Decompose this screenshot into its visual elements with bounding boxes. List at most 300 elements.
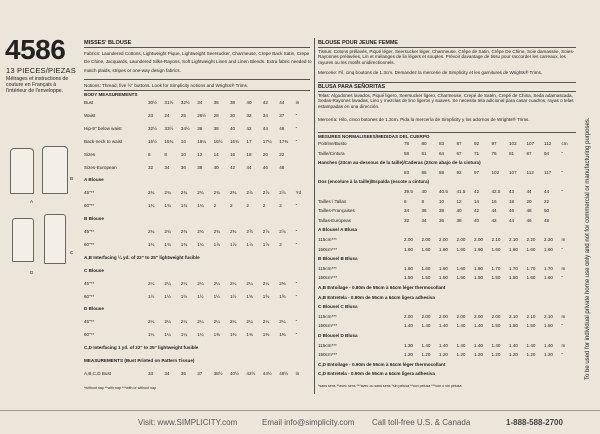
- cell-value: 10: [439, 198, 445, 204]
- cell-value: Yd: [295, 190, 302, 196]
- cell-value: 10: [180, 151, 186, 157]
- row-label: 60"**: [84, 241, 95, 247]
- cell-value: 1⅜: [213, 332, 220, 338]
- cell-value: 2¾: [213, 229, 220, 234]
- cell-value: 16: [230, 151, 236, 157]
- pieces-count: 13 PIECES/PIEZAS: [6, 66, 76, 75]
- cell-value: 1.60: [404, 265, 413, 271]
- cell-value: 17: [246, 138, 252, 144]
- cell-value: 1.70: [491, 265, 501, 271]
- cell-value: 1⅜: [230, 332, 237, 338]
- cell-value: 2.00: [404, 313, 413, 319]
- cell-value: 1¾: [180, 241, 188, 247]
- cell-value: 1.40: [439, 342, 448, 348]
- row-label: C,D Entoilage - 0.90m de 55cm à 64cm léger thermocollant: [318, 361, 446, 367]
- cell-value: 1.50: [491, 323, 501, 329]
- row-label: 60"**: [84, 203, 95, 209]
- cell-value: 2¾: [197, 229, 204, 234]
- cell-value: 1.40: [474, 323, 483, 329]
- es-merceria-rule: [318, 132, 576, 133]
- cell-value: 25: [180, 112, 186, 118]
- cell-value: 6: [404, 198, 407, 204]
- cell-value: 2¾: [230, 190, 237, 196]
- cell-value: 1¾: [148, 203, 155, 209]
- cell-value: 1.40: [456, 323, 466, 329]
- notions-text: Notions: Thread, five ½" buttons. Look for Simplicity notions and Wrights® Trims.: [84, 83, 249, 88]
- cell-value: 1½: [164, 293, 171, 299]
- cell-value: 2¾: [148, 190, 155, 196]
- cell-value: 1.50: [404, 275, 413, 281]
- row-label: 60"**: [84, 332, 95, 338]
- cell-value: 2¼: [180, 319, 188, 325]
- cell-value: m: [561, 342, 566, 348]
- cell-value: 2.00: [456, 237, 466, 242]
- cell-value: 1¾: [148, 241, 155, 247]
- cell-value: 16: [491, 198, 497, 204]
- cell-value: 40: [213, 164, 219, 170]
- column-divider: [314, 38, 315, 394]
- cell-value: 34: [197, 100, 203, 105]
- cell-value: 2: [213, 203, 217, 209]
- cell-value: 1.20: [509, 352, 518, 358]
- cell-value: 2: [279, 241, 282, 247]
- cell-value: 40: [230, 125, 236, 131]
- cell-value: 1.40: [456, 342, 466, 348]
- row-label: 115cm***: [318, 342, 337, 348]
- cell-value: 1⅞: [246, 241, 253, 247]
- cell-value: 36: [180, 164, 186, 170]
- cell-value: 1.40: [526, 342, 536, 348]
- row-label: 45"**: [84, 280, 95, 286]
- row-label: C,D Entretela - 0.90m de 55cm a 64cm ligera adhesiva: [318, 371, 435, 377]
- right-table-title: MESURES NORMALISEES/MEDIDAS DEL CUERPO: [318, 134, 430, 139]
- cell-value: 34: [164, 164, 170, 170]
- cell-value: 1¼: [180, 332, 188, 338]
- cell-value: 2.10: [509, 313, 518, 319]
- cell-value: 107: [526, 141, 535, 146]
- blouse-title: MISSES' BLOUSE: [84, 40, 132, 46]
- cell-value: 97: [491, 141, 497, 146]
- cell-value: 23: [148, 112, 154, 118]
- cell-value: 30: [230, 112, 236, 118]
- cell-value: 40½: [230, 370, 239, 376]
- fabrics-text: Fabrics: Laundered Cottons, Lightweight Pique, Lightweight Seersucker, Charmeuse, Crepe Back Satin, Crepe De Chine, Jacquards, Laundered Silks-Rayons, Soft Lightweight Linen and Linen Blends. Extra fabric needed to match plaids, stripes or one-way design fabrics.: [84, 51, 312, 73]
- cell-value: 44: [526, 189, 532, 194]
- cell-value: 88: [439, 169, 445, 175]
- row-label: A Blouse: [84, 177, 104, 183]
- cell-value: 2¼: [213, 319, 220, 325]
- cell-value: ": [561, 150, 564, 156]
- cell-value: 33½: [164, 125, 174, 131]
- cell-value: in: [295, 370, 300, 376]
- cell-value: 44: [246, 164, 252, 170]
- view-label-c: C: [70, 250, 74, 255]
- row-label: Hanches (23cm au-dessous de la taille)/Caderas (23cm abajo de la cintura): [318, 160, 481, 166]
- cell-value: 42: [474, 208, 480, 214]
- row-label: A,B,C,D Bust: [84, 370, 112, 376]
- usage-note: To be used for individual private home use only and not for commercial or manufacturing purposes.: [585, 117, 591, 380]
- cell-value: 22: [279, 151, 285, 157]
- cell-value: 81: [509, 150, 515, 156]
- cell-value: 1.50: [544, 323, 553, 329]
- footer-call: Call toll-free U.S. & Canada: [372, 418, 471, 427]
- row-label: A Blouse/ A Blusa: [318, 227, 358, 233]
- cell-value: 1.60: [491, 246, 501, 252]
- cell-value: 46: [262, 164, 268, 170]
- cell-value: 1⅜: [262, 332, 270, 338]
- cell-value: 2.10: [544, 313, 553, 319]
- cell-value: 42½: [246, 370, 256, 376]
- cell-value: 2.00: [491, 313, 501, 319]
- cell-value: 1.70: [544, 265, 553, 271]
- fr-mercerie: Mercerie: Fil, cinq boutons de 1.3cm. Demandez la mercerie de Simplicity et les garnitures de Wrights® Trims.: [318, 70, 543, 75]
- cell-value: 1.60: [474, 265, 483, 271]
- cell-value: 32: [246, 112, 252, 118]
- cell-value: 1¾: [180, 203, 188, 209]
- cell-value: 44: [509, 217, 515, 223]
- cell-value: 42: [474, 189, 480, 194]
- cell-value: 48: [279, 164, 285, 170]
- cell-value: 2: [230, 203, 233, 209]
- row-label: 150cm***: [318, 246, 338, 252]
- cell-value: 12: [456, 198, 462, 204]
- cell-value: 2¼: [279, 319, 286, 325]
- row-label: Taille/Cintura: [318, 150, 345, 156]
- row-label: 45"**: [84, 229, 95, 234]
- cell-value: 38: [213, 125, 219, 131]
- cell-value: 17¼: [262, 138, 272, 144]
- cell-value: 6: [148, 151, 151, 157]
- cell-value: 1¾: [197, 203, 204, 209]
- row-label: MEASUREMENTS (Bust Printed on Pattern Tissue): [84, 358, 195, 363]
- cell-value: 48: [526, 208, 532, 214]
- cell-value: 34½: [180, 125, 190, 131]
- cell-value: 102: [491, 169, 500, 175]
- cell-value: 2¾: [148, 229, 155, 234]
- cell-value: 2¼: [246, 319, 253, 325]
- cell-value: m: [561, 237, 566, 242]
- footer-email: Email info@simplicity.com: [262, 418, 355, 427]
- row-label: Tailles-Françaises: [318, 208, 355, 214]
- cell-value: 83: [404, 169, 410, 175]
- cell-value: 35: [180, 370, 186, 376]
- cell-value: 2⅞: [279, 190, 286, 196]
- cell-value: 2⅞: [262, 229, 270, 234]
- cell-value: 1.50: [456, 275, 466, 281]
- row-label: Poitrine/Busto: [318, 141, 347, 146]
- cell-value: 2¾: [180, 229, 188, 234]
- cell-value: 1.50: [421, 275, 431, 281]
- cell-value: 1¼: [164, 332, 171, 338]
- fr-tissus: Tissus: Cotons prélavés, Piqué léger, Seersucker léger, Charmeuse, Crêpe de Satin, Crêpe De Chine, Soie damassée, Soies-Rayonnes prélavées, Lin et mélanges de lin légers et souples. Prévoir davantage de tissu pour raccorder les carreaux, les rayures ou les motifs unidirectionnels.: [318, 49, 575, 65]
- cell-value: 38: [230, 100, 236, 105]
- cell-value: 1.20: [456, 352, 466, 358]
- cell-value: 85: [421, 169, 427, 175]
- view-label-b: B: [70, 176, 74, 181]
- view-label-a: A: [30, 199, 34, 204]
- cell-value: 18: [246, 151, 252, 157]
- cell-value: 112: [526, 169, 534, 175]
- cell-value: ": [561, 246, 564, 252]
- cell-value: 39.5: [404, 189, 413, 194]
- cell-value: 87: [456, 141, 462, 146]
- cell-value: 1¾: [197, 241, 204, 247]
- cell-value: 2.10: [509, 237, 518, 242]
- cell-value: 40.5: [439, 189, 448, 194]
- cell-value: 1.70: [526, 265, 536, 271]
- row-label: C Blouse: [84, 267, 104, 273]
- cell-value: 2⅜: [279, 280, 286, 286]
- cell-value: in: [295, 100, 300, 105]
- pattern-number: 4586: [5, 34, 66, 65]
- cell-value: 42: [262, 100, 268, 105]
- cell-value: 2¼: [213, 280, 220, 286]
- cell-value: 8: [421, 198, 425, 204]
- cell-value: 16: [180, 138, 186, 144]
- cell-value: 2: [246, 203, 249, 209]
- cell-value: 34: [421, 217, 427, 223]
- row-label: Back-neck to waist: [84, 138, 123, 144]
- cell-value: 2¾: [230, 229, 237, 234]
- cell-value: 2⅞: [279, 229, 286, 234]
- cell-value: 24: [164, 112, 170, 118]
- cell-value: 28: [213, 112, 219, 118]
- cell-value: 41.5: [456, 189, 466, 194]
- row-label: Waist: [84, 112, 96, 118]
- cell-value: 1⅜: [246, 332, 253, 338]
- cell-value: 44½: [262, 370, 272, 376]
- row-label: A,B Entoilage - 0.80m de 55cm à 64cm léger thermocollant: [318, 285, 446, 290]
- row-label: Dos (encolure à la taille)/Espalda (escote a cintura): [318, 179, 430, 185]
- cell-value: 1.50: [474, 275, 483, 281]
- es-merceria: Mercería: Hilo, cinco botones de 1.3cm. Pida la mercería de Simplicity y los adornos de Wrights® Trims.: [318, 117, 530, 122]
- table-title: BODY MEASUREMENTS: [84, 92, 138, 97]
- cell-value: 38: [456, 217, 462, 223]
- cell-value: 1.20: [544, 352, 553, 358]
- cell-value: 2¼: [262, 280, 270, 286]
- cell-value: ": [295, 203, 298, 209]
- notions-rule: [84, 90, 310, 91]
- cell-value: 46½: [279, 370, 289, 376]
- cell-value: 1.60: [526, 246, 536, 252]
- cell-value: 14: [213, 151, 219, 157]
- french-note: Métrages et instructions de couture en Français à l'intérieur de l'enveloppe.: [6, 76, 69, 95]
- cell-value: 34: [164, 370, 170, 376]
- cell-value: 1.60: [474, 246, 483, 252]
- cell-value: 2.00: [404, 237, 413, 242]
- cell-value: 2⅞: [246, 190, 253, 196]
- row-label: A,B Interfacing ¼ yd. of 22" to 25" lightweight fusible: [84, 254, 200, 260]
- row-label: 45"**: [84, 190, 95, 196]
- cell-value: 44: [491, 208, 497, 214]
- cell-value: 1.40: [509, 342, 518, 348]
- cell-value: 2¾: [164, 229, 171, 234]
- cell-value: 2.10: [491, 237, 501, 242]
- cell-value: 2: [279, 203, 282, 209]
- cell-value: 43: [509, 189, 515, 194]
- row-label: 115cm***: [318, 313, 337, 319]
- cell-value: 1½: [197, 293, 204, 299]
- cell-value: 1.40: [491, 342, 501, 348]
- cell-value: 2: [262, 203, 266, 209]
- cell-value: 1.50: [509, 323, 518, 329]
- cell-value: 2¾: [197, 190, 204, 196]
- cell-value: 2¼: [230, 319, 237, 325]
- cell-value: 1⅞: [230, 241, 237, 247]
- left-footnote: *without nap **with nap ***with or without nap: [84, 386, 157, 390]
- cell-value: 2.00: [421, 313, 431, 319]
- row-label: Sizes-European: [84, 164, 117, 170]
- fr-title: BLOUSE POUR JEUNE FEMME: [318, 40, 398, 46]
- cell-value: m: [561, 313, 566, 319]
- cell-value: 2.20: [526, 237, 536, 242]
- cell-value: ": [295, 332, 298, 338]
- cell-value: 1⅞: [262, 241, 270, 247]
- cell-value: 36: [421, 208, 427, 214]
- cell-value: 14: [474, 198, 480, 204]
- cell-value: 83: [439, 141, 445, 146]
- cell-value: 1.60: [544, 246, 553, 252]
- cell-value: ": [561, 169, 564, 175]
- cell-value: 1.20: [474, 352, 483, 358]
- cell-value: 1.60: [526, 275, 536, 281]
- row-label: C Blouse/ C Blusa: [318, 304, 358, 310]
- cell-value: 20: [262, 151, 268, 157]
- cell-value: 1.60: [404, 246, 413, 252]
- cell-value: 32½: [180, 100, 190, 105]
- left-measurements-table: [84, 92, 312, 392]
- cell-value: 1.40: [544, 342, 553, 348]
- cell-value: 37: [197, 370, 203, 376]
- cell-value: 38½: [213, 370, 223, 376]
- cell-value: 42: [491, 217, 497, 223]
- row-label: 150cm***: [318, 275, 338, 281]
- cell-value: 15¾: [164, 138, 174, 144]
- cell-value: 2¼: [148, 319, 155, 325]
- cell-value: 1.40: [439, 323, 448, 329]
- cell-value: 71: [474, 150, 480, 156]
- cell-value: 36: [213, 100, 219, 105]
- cell-value: 46: [279, 125, 285, 131]
- cell-value: 1.20: [439, 352, 448, 358]
- cell-value: 2.00: [439, 313, 448, 319]
- cell-value: ": [295, 112, 298, 118]
- cell-value: 32: [404, 217, 410, 223]
- cell-value: 1⅝: [262, 293, 270, 299]
- cell-value: 2¾: [164, 190, 171, 196]
- cell-value: 1⅞: [213, 241, 220, 247]
- cell-value: 44: [262, 125, 268, 131]
- cell-value: 1½: [213, 293, 220, 299]
- cell-value: 34: [262, 112, 268, 118]
- row-label: D Blouse: [84, 306, 104, 312]
- cell-value: 1.30: [404, 342, 413, 348]
- cell-value: 36: [197, 125, 203, 131]
- cell-value: 94: [544, 150, 550, 156]
- cell-value: 2¼: [230, 280, 237, 286]
- row-label: B Blouse: [84, 216, 104, 222]
- cell-value: 1.70: [509, 265, 518, 271]
- cell-value: 2¼: [180, 280, 188, 286]
- cell-value: 2.10: [526, 313, 536, 319]
- cell-value: 2¼: [148, 280, 155, 286]
- cell-value: 40: [246, 100, 252, 105]
- cell-value: 2.00: [474, 237, 483, 242]
- cell-value: ": [561, 323, 564, 329]
- cell-value: ": [295, 280, 298, 286]
- cell-value: ": [295, 293, 298, 299]
- cell-value: 92: [456, 169, 462, 175]
- es-telas: Telas: Algodones lavados, Piqué ligero, Seersucker ligero, Charmeuse, Crepé de Satén, Crepé de China, Seda adamascada, Sedas-Rayones lavadas, Lino y mezclas de lino ligeros y suaves. Se necesita tela adicional para casar cuadros, rayas o telas estampadas en una dirección.: [318, 93, 574, 109]
- cell-value: 46: [509, 208, 515, 214]
- cell-value: 22: [544, 198, 550, 204]
- cell-value: 1⅝: [279, 293, 286, 299]
- cell-value: 40: [421, 189, 427, 194]
- row-label: C,D Interfacing 1 yd. of 22" to 25" lightweight fusible: [84, 345, 199, 351]
- cell-value: 2¼: [197, 280, 204, 286]
- cell-value: 1¼: [148, 332, 155, 338]
- row-label: Bust: [84, 100, 94, 105]
- cell-value: 78: [404, 141, 410, 146]
- cell-value: 1.40: [404, 323, 413, 329]
- cell-value: 18: [509, 198, 515, 204]
- cell-value: 12: [197, 151, 203, 157]
- cell-value: 1.20: [421, 352, 431, 358]
- cell-value: 40: [474, 217, 480, 223]
- cell-value: 2¾: [180, 190, 188, 196]
- cell-value: 2.00: [456, 313, 466, 319]
- title-rule: [84, 47, 310, 48]
- cell-value: ": [295, 319, 298, 325]
- row-label: Tailles / Tallas: [318, 198, 347, 204]
- cell-value: 1.20: [404, 352, 413, 358]
- cell-value: 61: [421, 150, 427, 156]
- cell-value: 17⅜: [279, 138, 289, 144]
- cell-value: 34: [404, 208, 410, 214]
- cell-value: 1.20: [491, 352, 501, 358]
- cell-value: 80: [421, 141, 427, 146]
- cell-value: 31½: [164, 100, 174, 105]
- cell-value: 1.40: [421, 323, 431, 329]
- cell-value: 1¾: [164, 203, 171, 209]
- row-label: 115cm***: [318, 265, 337, 271]
- row-label: 150cm***: [318, 323, 338, 329]
- cell-value: 1.20: [526, 352, 536, 358]
- cell-value: 48: [544, 217, 550, 223]
- cell-value: 20: [526, 198, 532, 204]
- cell-value: 16½: [213, 138, 223, 144]
- cell-value: 107: [509, 169, 517, 175]
- cell-value: 1.50: [491, 275, 501, 281]
- cell-value: 2.00: [439, 237, 448, 242]
- cell-value: ": [561, 352, 564, 358]
- cell-value: ": [295, 241, 298, 247]
- cell-value: 1.60: [456, 246, 466, 252]
- cell-value: 2¼: [262, 319, 270, 325]
- cell-value: 64: [439, 150, 445, 156]
- cell-value: 2⅞: [246, 229, 253, 234]
- cell-value: 37: [279, 112, 285, 118]
- cell-value: 1.50: [526, 323, 536, 329]
- view-label-d: D: [30, 270, 34, 275]
- row-label: Hip-9" below waist: [84, 125, 122, 131]
- row-label: 45"**: [84, 319, 95, 325]
- row-label: 60"**: [84, 293, 95, 299]
- cell-value: 46: [526, 217, 532, 223]
- cell-value: 87: [526, 150, 532, 156]
- cell-value: 92: [474, 141, 480, 146]
- cell-value: 2.00: [474, 313, 483, 319]
